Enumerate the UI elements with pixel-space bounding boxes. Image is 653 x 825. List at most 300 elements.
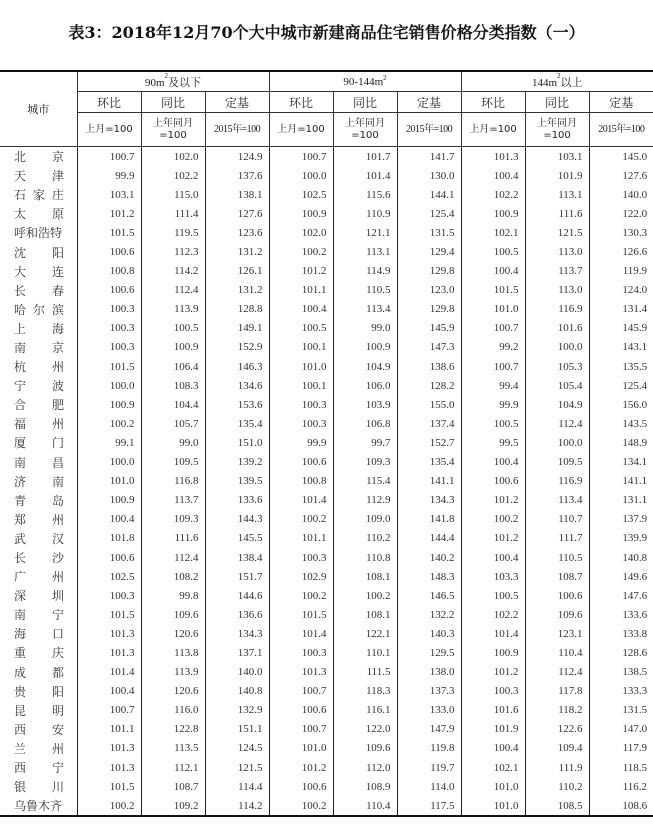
base-header: 上年同月=100 [141, 113, 205, 147]
index-value: 100.5 [461, 242, 525, 261]
index-value: 116.2 [589, 777, 653, 796]
index-value: 101.0 [461, 777, 525, 796]
index-value: 102.1 [461, 223, 525, 242]
table-row [0, 414, 653, 433]
index-value: 151.1 [205, 720, 269, 739]
index-value: 122.1 [333, 624, 397, 643]
index-value: 100.7 [77, 147, 141, 167]
index-value: 118.3 [333, 682, 397, 701]
sub-header: 环比 [269, 92, 333, 113]
index-value: 137.1 [205, 643, 269, 662]
index-value: 110.2 [333, 529, 397, 548]
city-name: 广 州 [14, 570, 64, 585]
index-value: 102.9 [269, 567, 333, 586]
index-value: 101.5 [77, 777, 141, 796]
index-value: 121.1 [333, 223, 397, 242]
index-value: 100.5 [141, 319, 205, 338]
index-value: 145.5 [205, 529, 269, 548]
city-name: 银 川 [14, 780, 64, 795]
index-value: 132.9 [205, 701, 269, 720]
city-name: 杭 州 [14, 360, 64, 375]
index-value: 108.6 [589, 796, 653, 816]
index-value: 109.0 [333, 510, 397, 529]
index-value: 116.1 [333, 701, 397, 720]
table-row [0, 242, 653, 261]
index-value: 138.5 [589, 663, 653, 682]
index-value: 123.0 [397, 281, 461, 300]
index-value: 148.3 [397, 567, 461, 586]
index-value: 101.8 [77, 529, 141, 548]
index-value: 140.8 [205, 682, 269, 701]
index-value: 100.3 [269, 414, 333, 433]
index-value: 144.6 [205, 586, 269, 605]
index-value: 137.4 [397, 414, 461, 433]
index-value: 116.8 [141, 472, 205, 491]
base-header: 2015年=100 [589, 113, 653, 147]
index-value: 102.2 [461, 605, 525, 624]
table-row [0, 567, 653, 586]
index-value: 129.8 [397, 262, 461, 281]
index-value: 112.3 [141, 242, 205, 261]
city-name: 太 原 [14, 207, 64, 222]
index-value: 111.7 [525, 529, 589, 548]
base-header: 上月=100 [77, 113, 141, 147]
index-value: 101.1 [269, 281, 333, 300]
city-name: 合 肥 [14, 398, 64, 413]
city-name: 南 宁 [14, 608, 64, 623]
index-value: 100.8 [269, 472, 333, 491]
table-row [0, 586, 653, 605]
index-value: 140.3 [397, 624, 461, 643]
index-value: 145.9 [397, 319, 461, 338]
index-value: 137.9 [589, 510, 653, 529]
index-value: 104.4 [141, 395, 205, 414]
index-value: 144.3 [205, 510, 269, 529]
index-value: 123.6 [205, 223, 269, 242]
index-value: 101.5 [77, 357, 141, 376]
index-value: 124.9 [205, 147, 269, 167]
index-value: 100.6 [77, 548, 141, 567]
index-value: 102.5 [77, 567, 141, 586]
table-row [0, 510, 653, 529]
city-name: 重 庆 [14, 646, 64, 661]
index-value: 100.3 [77, 338, 141, 357]
index-value: 117.8 [525, 682, 589, 701]
table-row [0, 338, 653, 357]
index-value: 111.6 [525, 204, 589, 223]
index-value: 132.2 [397, 605, 461, 624]
index-value: 140.0 [205, 663, 269, 682]
index-value: 131.5 [589, 701, 653, 720]
index-value: 112.9 [333, 491, 397, 510]
index-value: 130.0 [397, 166, 461, 185]
group-header-over-144: $144m^2$以上 [461, 71, 653, 92]
index-value: 101.3 [77, 643, 141, 662]
index-value: 129.5 [397, 643, 461, 662]
index-value: 121.5 [525, 223, 589, 242]
index-value: 106.4 [141, 357, 205, 376]
city-name: 长 沙 [14, 551, 64, 566]
table-row [0, 663, 653, 682]
index-value: 100.7 [269, 682, 333, 701]
index-value: 100.6 [77, 242, 141, 261]
index-value: 134.6 [205, 376, 269, 395]
index-value: 103.3 [461, 567, 525, 586]
index-value: 121.5 [205, 758, 269, 777]
table-row [0, 701, 653, 720]
table-row [0, 300, 653, 319]
index-value: 100.2 [77, 796, 141, 816]
index-value: 138.6 [397, 357, 461, 376]
city-name: 武 汉 [14, 531, 64, 546]
index-value: 109.6 [333, 739, 397, 758]
table-row [0, 548, 653, 567]
index-value: 100.1 [269, 338, 333, 357]
index-value: 100.3 [269, 643, 333, 662]
index-value: 100.6 [269, 453, 333, 472]
index-value: 99.1 [77, 433, 141, 452]
table-row [0, 185, 653, 204]
index-value: 115.0 [141, 185, 205, 204]
index-value: 100.7 [269, 720, 333, 739]
index-value: 133.6 [205, 491, 269, 510]
city-column-header: 城市 [0, 71, 77, 147]
index-value: 100.7 [77, 701, 141, 720]
index-value: 140.0 [589, 185, 653, 204]
index-value: 117.9 [589, 739, 653, 758]
index-value: 109.3 [333, 453, 397, 472]
table-row [0, 395, 653, 414]
city-name: 南 昌 [14, 455, 64, 470]
index-value: 105.4 [525, 376, 589, 395]
index-value: 99.0 [333, 319, 397, 338]
index-value: 108.7 [141, 777, 205, 796]
index-value: 100.8 [77, 262, 141, 281]
index-value: 127.6 [205, 204, 269, 223]
index-value: 100.2 [77, 414, 141, 433]
index-value: 119.9 [589, 262, 653, 281]
index-value: 111.4 [141, 204, 205, 223]
index-value: 140.8 [589, 548, 653, 567]
index-value: 109.3 [141, 510, 205, 529]
index-value: 100.3 [269, 395, 333, 414]
index-value: 152.9 [205, 338, 269, 357]
city-name: 深 圳 [14, 589, 64, 604]
index-value: 100.7 [269, 147, 333, 167]
index-value: 112.0 [333, 758, 397, 777]
city-name: 贵 阳 [14, 684, 64, 699]
index-value: 110.5 [525, 548, 589, 567]
index-value: 100.0 [77, 376, 141, 395]
index-value: 113.1 [333, 242, 397, 261]
index-value: 113.4 [333, 300, 397, 319]
index-value: 134.3 [205, 624, 269, 643]
index-value: 134.3 [397, 491, 461, 510]
index-value: 109.5 [525, 453, 589, 472]
sub-header: 环比 [461, 92, 525, 113]
index-value: 110.4 [333, 796, 397, 816]
base-header: 上月=100 [269, 113, 333, 147]
index-value: 100.9 [77, 395, 141, 414]
city-name: 厦 门 [14, 436, 64, 451]
index-value: 152.7 [397, 433, 461, 452]
table-row [0, 204, 653, 223]
city-name: 兰 州 [14, 741, 64, 756]
index-value: 147.9 [397, 720, 461, 739]
sub-header: 定基 [205, 92, 269, 113]
index-value: 100.3 [77, 319, 141, 338]
index-value: 100.4 [461, 262, 525, 281]
index-value: 101.3 [77, 739, 141, 758]
index-value: 113.9 [141, 300, 205, 319]
index-value: 147.0 [589, 720, 653, 739]
index-value: 139.9 [589, 529, 653, 548]
index-value: 151.0 [205, 433, 269, 452]
index-value: 125.4 [589, 376, 653, 395]
index-value: 111.6 [141, 529, 205, 548]
index-value: 103.9 [333, 395, 397, 414]
index-value: 111.5 [333, 663, 397, 682]
index-value: 100.4 [461, 453, 525, 472]
index-value: 129.4 [397, 242, 461, 261]
index-value: 100.4 [269, 300, 333, 319]
sub-header: 同比 [525, 92, 589, 113]
city-name: 青 岛 [14, 493, 64, 508]
index-value: 127.6 [589, 166, 653, 185]
index-value: 108.1 [333, 567, 397, 586]
index-value: 115.4 [333, 472, 397, 491]
index-value: 113.7 [141, 491, 205, 510]
index-value: 151.7 [205, 567, 269, 586]
index-value: 100.2 [269, 510, 333, 529]
index-value: 117.5 [397, 796, 461, 816]
index-value: 120.6 [141, 624, 205, 643]
index-value: 110.5 [333, 281, 397, 300]
index-value: 100.2 [461, 510, 525, 529]
index-value: 113.0 [525, 242, 589, 261]
index-value: 100.0 [525, 338, 589, 357]
index-value: 100.6 [525, 586, 589, 605]
index-value: 105.3 [525, 357, 589, 376]
index-value: 115.6 [333, 185, 397, 204]
table-row [0, 376, 653, 395]
index-value: 100.4 [77, 682, 141, 701]
index-value: 112.4 [525, 663, 589, 682]
index-value: 155.0 [397, 395, 461, 414]
index-value: 101.1 [77, 720, 141, 739]
table-row [0, 262, 653, 281]
index-value: 113.5 [141, 739, 205, 758]
index-value: 100.2 [269, 586, 333, 605]
city-name: 海 口 [14, 627, 64, 642]
index-value: 101.5 [461, 281, 525, 300]
index-value: 100.5 [269, 319, 333, 338]
index-value: 110.8 [333, 548, 397, 567]
base-header: 上年同月=100 [525, 113, 589, 147]
index-value: 114.4 [205, 777, 269, 796]
index-value: 131.2 [205, 281, 269, 300]
index-value: 109.4 [525, 739, 589, 758]
table-row [0, 605, 653, 624]
index-value: 114.2 [141, 262, 205, 281]
index-value: 126.6 [589, 242, 653, 261]
index-value: 100.9 [269, 204, 333, 223]
index-value: 100.0 [269, 166, 333, 185]
table-row [0, 777, 653, 796]
table-row [0, 491, 653, 510]
index-value: 144.4 [397, 529, 461, 548]
index-value: 100.3 [269, 548, 333, 567]
city-name: 哈 尔 滨 [14, 302, 64, 317]
city-name: 天 津 [14, 169, 64, 184]
city-name: 济 南 [14, 474, 64, 489]
index-value: 101.1 [269, 529, 333, 548]
index-value: 135.4 [397, 453, 461, 472]
index-value: 100.9 [77, 491, 141, 510]
table-row [0, 643, 653, 662]
index-value: 119.5 [141, 223, 205, 242]
index-value: 101.3 [77, 758, 141, 777]
index-value: 139.2 [205, 453, 269, 472]
index-value: 128.8 [205, 300, 269, 319]
index-value: 147.3 [397, 338, 461, 357]
index-value: 102.0 [269, 223, 333, 242]
index-value: 113.8 [141, 643, 205, 662]
table-row [0, 281, 653, 300]
index-value: 114.0 [397, 777, 461, 796]
index-value: 100.5 [461, 414, 525, 433]
city-name: 沈 阳 [14, 245, 64, 260]
index-value: 149.6 [589, 567, 653, 586]
index-value: 99.0 [141, 433, 205, 452]
index-value: 101.3 [77, 624, 141, 643]
table-title: 表3：2018年12月70个大中城市新建商品住宅销售价格分类指数（一） [68, 23, 585, 42]
index-value: 145.0 [589, 147, 653, 167]
index-value: 156.0 [589, 395, 653, 414]
index-value: 101.0 [461, 796, 525, 816]
index-value: 118.2 [525, 701, 589, 720]
index-value: 113.1 [525, 185, 589, 204]
index-value: 126.1 [205, 262, 269, 281]
index-value: 112.1 [141, 758, 205, 777]
index-value: 153.6 [205, 395, 269, 414]
city-name: 成 都 [14, 665, 64, 680]
table-row [0, 147, 653, 167]
index-value: 108.3 [141, 376, 205, 395]
index-value: 120.6 [141, 682, 205, 701]
base-header: 上年同月=100 [333, 113, 397, 147]
index-value: 101.7 [333, 147, 397, 167]
index-value: 100.2 [333, 586, 397, 605]
city-name: 乌鲁木齐 [0, 796, 77, 816]
index-value: 99.2 [461, 338, 525, 357]
index-value: 101.2 [77, 204, 141, 223]
index-value: 111.9 [525, 758, 589, 777]
index-value: 100.4 [461, 739, 525, 758]
index-value: 133.8 [589, 624, 653, 643]
index-value: 138.4 [205, 548, 269, 567]
index-value: 100.6 [77, 281, 141, 300]
index-value: 109.5 [141, 453, 205, 472]
index-value: 100.4 [461, 166, 525, 185]
index-value: 122.0 [589, 204, 653, 223]
index-value: 139.5 [205, 472, 269, 491]
index-value: 100.6 [269, 777, 333, 796]
index-value: 108.5 [525, 796, 589, 816]
index-value: 133.3 [589, 682, 653, 701]
table-row [0, 529, 653, 548]
index-value: 112.4 [525, 414, 589, 433]
index-value: 138.0 [397, 663, 461, 682]
index-value: 149.1 [205, 319, 269, 338]
index-value: 109.6 [141, 605, 205, 624]
index-value: 101.0 [77, 472, 141, 491]
index-value: 122.6 [525, 720, 589, 739]
index-value: 100.2 [269, 242, 333, 261]
index-value: 145.9 [589, 319, 653, 338]
index-value: 112.4 [141, 548, 205, 567]
index-value: 116.9 [525, 472, 589, 491]
index-value: 100.3 [461, 682, 525, 701]
index-value: 101.5 [77, 605, 141, 624]
table-row [0, 433, 653, 452]
index-value: 106.8 [333, 414, 397, 433]
city-name: 宁 波 [14, 379, 64, 394]
index-value: 128.2 [397, 376, 461, 395]
index-value: 148.9 [589, 433, 653, 452]
index-value: 108.1 [333, 605, 397, 624]
index-value: 114.2 [205, 796, 269, 816]
index-value: 101.4 [333, 166, 397, 185]
index-value: 135.5 [589, 357, 653, 376]
base-header: 2015年=100 [397, 113, 461, 147]
index-value: 101.4 [461, 624, 525, 643]
city-name: 长 春 [14, 283, 64, 298]
sub-header: 环比 [77, 92, 141, 113]
index-value: 99.5 [461, 433, 525, 452]
index-value: 110.1 [333, 643, 397, 662]
index-value: 99.4 [461, 376, 525, 395]
index-value: 100.9 [333, 338, 397, 357]
index-value: 131.1 [589, 491, 653, 510]
city-name: 上 海 [14, 321, 64, 336]
index-value: 100.0 [77, 453, 141, 472]
table-row [0, 624, 653, 643]
index-value: 100.9 [461, 643, 525, 662]
index-value: 101.3 [461, 147, 525, 167]
index-value: 100.9 [461, 204, 525, 223]
index-value: 101.0 [269, 357, 333, 376]
index-value: 110.4 [525, 643, 589, 662]
index-value: 122.8 [141, 720, 205, 739]
base-header: 2015年=100 [205, 113, 269, 147]
index-value: 99.9 [269, 433, 333, 452]
index-value: 108.7 [525, 567, 589, 586]
index-value: 102.1 [461, 758, 525, 777]
index-value: 130.3 [589, 223, 653, 242]
city-name: 西 宁 [14, 761, 64, 776]
index-value: 100.5 [461, 586, 525, 605]
index-value: 141.1 [397, 472, 461, 491]
index-value: 100.9 [141, 338, 205, 357]
index-value: 133.6 [589, 605, 653, 624]
index-value: 101.2 [461, 491, 525, 510]
index-value: 134.1 [589, 453, 653, 472]
table-row [0, 319, 653, 338]
index-value: 110.9 [333, 204, 397, 223]
index-value: 136.6 [205, 605, 269, 624]
table-row [0, 682, 653, 701]
